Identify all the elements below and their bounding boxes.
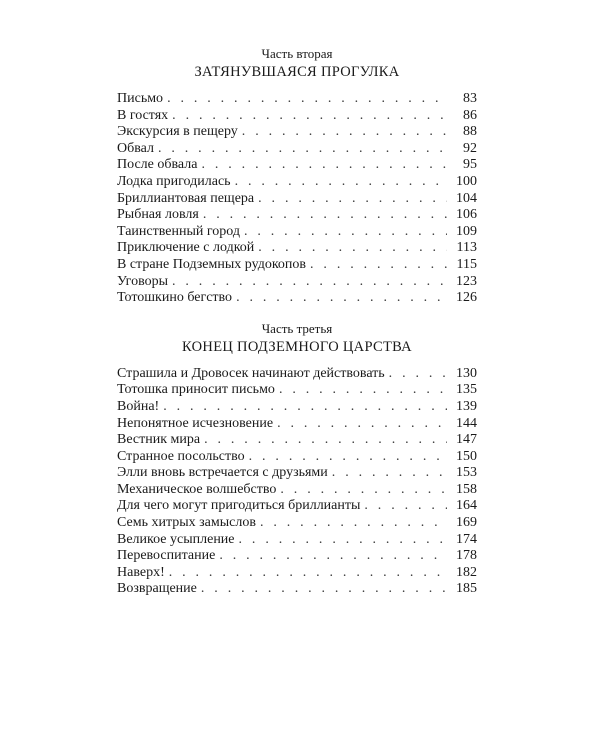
part-two-toc-list (117, 91, 477, 307)
toc-entry[interactable] (117, 515, 477, 532)
toc-entry-page: 88 (463, 124, 477, 140)
toc-entry-page: 150 (456, 448, 477, 464)
toc-entry-title: Уговоры (117, 273, 168, 289)
toc-entry-page: 106 (456, 207, 477, 223)
toc-entry-page: 178 (456, 548, 477, 564)
toc-entry[interactable] (117, 548, 477, 565)
toc-entry-page: 113 (456, 240, 477, 256)
toc-entry-title: Страшила и Дровосек начинают действовать (117, 365, 385, 381)
dot-leader (249, 449, 447, 466)
toc-entry-title: Экскурсия в пещеру (117, 124, 238, 140)
toc-entry-page: 182 (456, 564, 477, 580)
toc-entry[interactable] (117, 498, 477, 515)
toc-entry-page: 86 (463, 107, 477, 123)
dot-leader (172, 108, 447, 125)
toc-entry-page: 115 (456, 256, 477, 272)
dot-leader (258, 191, 447, 208)
dot-leader (169, 565, 447, 582)
toc-entry-title: Наверх! (117, 564, 165, 580)
toc-entry-title: Война! (117, 398, 160, 414)
toc-entry[interactable] (117, 191, 477, 208)
dot-leader (389, 366, 447, 383)
toc-entry-page: 135 (456, 382, 477, 398)
toc-entry-title: Таинственный город (117, 223, 240, 239)
toc-entry-page: 83 (463, 91, 477, 106)
dot-leader (204, 432, 447, 449)
toc-entry-title: Обвал (117, 140, 154, 156)
dot-leader (219, 548, 447, 565)
part-three-section (117, 321, 477, 598)
toc-entry[interactable] (117, 240, 477, 257)
toc-entry-page: 104 (456, 190, 477, 206)
table-of-contents-page (117, 46, 477, 598)
toc-entry[interactable] (117, 565, 477, 582)
dot-leader (279, 382, 447, 399)
section-spacer (117, 307, 477, 321)
toc-entry-title: После обвала (117, 157, 198, 173)
toc-entry[interactable] (117, 108, 477, 125)
toc-entry[interactable] (117, 290, 477, 307)
toc-entry[interactable] (117, 174, 477, 191)
toc-entry-title: Для чего могут пригодиться бриллианты (117, 498, 361, 514)
dot-leader (258, 240, 447, 257)
toc-entry[interactable] (117, 157, 477, 174)
toc-entry-title: Бриллиантовая пещера (117, 190, 255, 206)
toc-entry-page: 92 (463, 140, 477, 156)
dot-leader (236, 290, 447, 307)
toc-entry-title: Тотошка приносит письмо (117, 382, 275, 398)
toc-entry[interactable] (117, 432, 477, 449)
part-three-toc-list (117, 366, 477, 598)
dot-leader (163, 399, 447, 416)
toc-entry-page: 185 (456, 581, 477, 597)
toc-entry[interactable] (117, 366, 477, 383)
toc-entry[interactable] (117, 382, 477, 399)
toc-entry-page: 164 (456, 498, 477, 514)
toc-entry-title: Непонятное исчезновение (117, 415, 274, 431)
toc-entry-title: В стране Подземных рудокопов (117, 256, 307, 272)
toc-entry-title: В гостях (117, 107, 169, 123)
toc-entry-page: 147 (456, 432, 477, 448)
part-three-label: Часть третья (261, 320, 333, 336)
toc-entry[interactable] (117, 274, 477, 291)
dot-leader (158, 141, 447, 158)
dot-leader (167, 91, 447, 108)
toc-entry[interactable] (117, 224, 477, 241)
toc-entry-title: Возвращение (117, 581, 197, 597)
toc-entry-title: Механическое волшебство (117, 481, 277, 497)
dot-leader (332, 465, 447, 482)
toc-entry-title: Элли вновь встречается с друзьями (117, 465, 328, 481)
toc-entry-page: 130 (456, 365, 477, 381)
toc-entry[interactable] (117, 532, 477, 549)
toc-entry[interactable] (117, 91, 477, 108)
toc-entry-page: 100 (456, 173, 477, 189)
dot-leader (201, 157, 447, 174)
toc-entry[interactable] (117, 449, 477, 466)
toc-entry[interactable] (117, 399, 477, 416)
toc-entry-page: 144 (456, 415, 477, 431)
toc-entry-title: Лодка пригодилась (117, 173, 231, 189)
toc-entry-page: 109 (456, 223, 477, 239)
toc-entry-page: 174 (456, 531, 477, 547)
toc-entry-title: Перевоспитание (117, 548, 216, 564)
toc-entry-title: Приключение с лодкой (117, 240, 255, 256)
toc-entry-page: 139 (456, 398, 477, 414)
dot-leader (172, 274, 447, 291)
dot-leader (310, 257, 447, 274)
toc-entry-title: Семь хитрых замыслов (117, 515, 256, 531)
toc-entry-title: Странное посольство (117, 448, 245, 464)
dot-leader (244, 224, 447, 241)
toc-entry-page: 158 (456, 481, 477, 497)
dot-leader (203, 207, 447, 224)
toc-entry-page: 169 (456, 515, 477, 531)
toc-entry[interactable] (117, 482, 477, 499)
dot-leader (235, 174, 447, 191)
toc-entry[interactable] (117, 207, 477, 224)
dot-leader (201, 581, 447, 598)
toc-entry-page: 153 (456, 465, 477, 481)
toc-entry-page: 123 (456, 273, 477, 289)
toc-entry[interactable] (117, 257, 477, 274)
toc-entry[interactable] (117, 465, 477, 482)
part-two-section (117, 46, 477, 307)
part-two-title: ЗАТЯНУВШАЯСЯ ПРОГУЛКА (194, 64, 400, 80)
dot-leader (260, 515, 447, 532)
part-three-title: КОНЕЦ ПОДЗЕМНОГО ЦАРСТВА (182, 338, 412, 355)
dot-leader (242, 124, 447, 141)
dot-leader (280, 482, 447, 499)
dot-leader (277, 416, 447, 433)
toc-entry-page: 95 (463, 157, 477, 173)
dot-leader (364, 498, 447, 515)
toc-entry-page: 126 (456, 290, 477, 306)
toc-entry-title: Рыбная ловля (117, 207, 199, 223)
toc-entry-title: Тотошкино бегство (117, 290, 233, 306)
part-two-label: Часть вторая (261, 46, 333, 61)
toc-entry[interactable] (117, 581, 477, 598)
toc-entry[interactable] (117, 141, 477, 158)
toc-entry[interactable] (117, 416, 477, 433)
dot-leader (239, 532, 447, 549)
toc-entry[interactable] (117, 124, 477, 141)
toc-entry-title: Вестник мира (117, 432, 201, 448)
toc-entry-title: Великое усыпление (117, 531, 235, 547)
toc-entry-title: Письмо (117, 91, 164, 106)
